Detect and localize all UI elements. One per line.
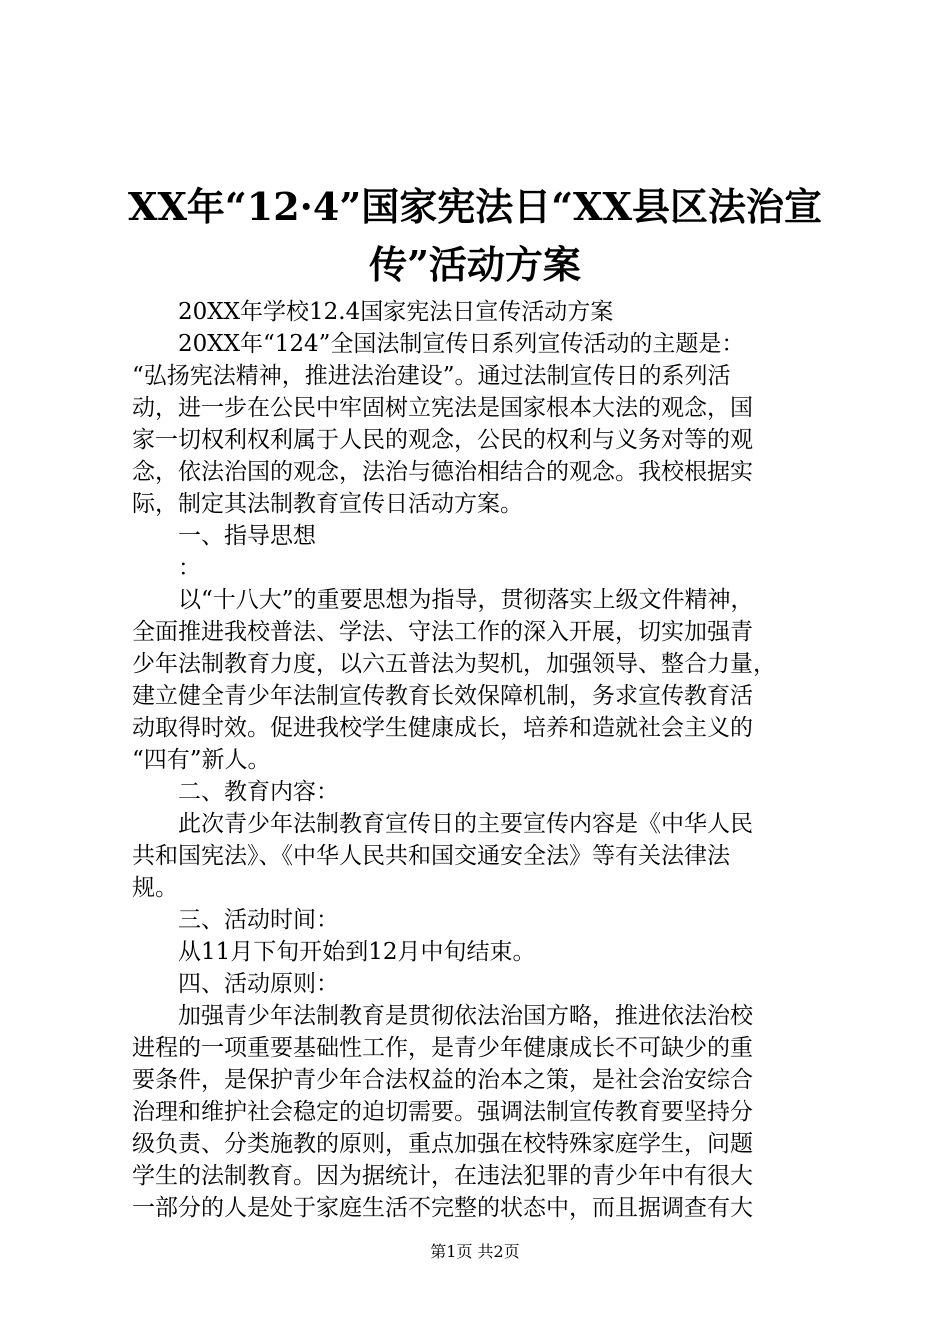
page-title-line-1: XX年“12·4”国家宪法日“XX县区法治宣 xyxy=(127,184,823,229)
body-line: 建立健全青少年法制宣传教育长效保障机制，务求宣传教育活 xyxy=(132,683,753,709)
body-line: 一部分的人是处于家庭生活不完整的状态中，而且据调查有大 xyxy=(132,1195,753,1221)
body-line: 念，依法治国的观念，法治与德治相结合的观念。我校根据实 xyxy=(132,459,753,485)
section-heading-guiding-ideology: 一、指导思想 xyxy=(132,523,316,549)
section-heading-education-content: 二、教育内容： xyxy=(132,779,339,805)
body-line: 全面推进我校普法、学法、守法工作的深入开展，切实加强青 xyxy=(132,619,753,645)
page-number-footer: 第1页 共2页 xyxy=(430,1242,520,1261)
section-heading-activity-time: 三、活动时间： xyxy=(132,907,339,933)
body-line: 际，制定其法制教育宣传日活动方案。 xyxy=(132,491,523,517)
body-line: 20XX年“124”全国法制宣传日系列宣传活动的主题是： xyxy=(132,331,745,357)
body-line: 以“十八大”的重要思想为指导，贯彻落实上级文件精神， xyxy=(132,587,754,613)
body-line: “四有”新人。 xyxy=(132,747,271,773)
body-line: 20XX年学校12.4国家宪法日宣传活动方案 xyxy=(132,299,614,325)
body-line: 此次青少年法制教育宣传日的主要宣传内容是《中华人民 xyxy=(132,811,753,837)
body-line: 家一切权利权利属于人民的观念，公民的权利与义务对等的观 xyxy=(132,427,753,453)
body-line: 学生的法制教育。因为据统计，在违法犯罪的青少年中有很大 xyxy=(132,1163,753,1189)
body-line: 级负责、分类施教的原则，重点加强在校特殊家庭学生，问题 xyxy=(132,1131,753,1157)
body-line: 规。 xyxy=(132,875,178,901)
body-line: 动取得时效。促进我校学生健康成长，培养和造就社会主义的 xyxy=(132,715,753,741)
page-title-line-2: 传”活动方案 xyxy=(369,242,581,287)
body-line: 共和国宪法》、《中华人民共和国交通安全法》等有关法律法 xyxy=(132,843,730,869)
section-heading-activity-principles: 四、活动原则： xyxy=(132,971,339,997)
body-line: 从11月下旬开始到12月中旬结束。 xyxy=(132,939,536,965)
body-line: “弘扬宪法精神，推进法治建设”。通过法制宣传日的系列活 xyxy=(132,363,731,389)
body-line: ： xyxy=(132,555,201,581)
body-line: 少年法制教育力度，以六五普法为契机，加强领导、整合力量， xyxy=(132,651,776,677)
body-line: 进程的一项重要基础性工作，是青少年健康成长不可缺少的重 xyxy=(132,1035,753,1061)
body-line: 治理和维护社会稳定的迫切需要。强调法制宣传教育要坚持分 xyxy=(132,1099,753,1125)
body-line: 加强青少年法制教育是贯彻依法治国方略，推进依法治校 xyxy=(132,1003,753,1029)
body-line: 要条件，是保护青少年合法权益的治本之策，是社会治安综合 xyxy=(132,1067,753,1093)
document-body xyxy=(132,296,832,1224)
body-line: 动，进一步在公民中牢固树立宪法是国家根本大法的观念，国 xyxy=(132,395,753,421)
